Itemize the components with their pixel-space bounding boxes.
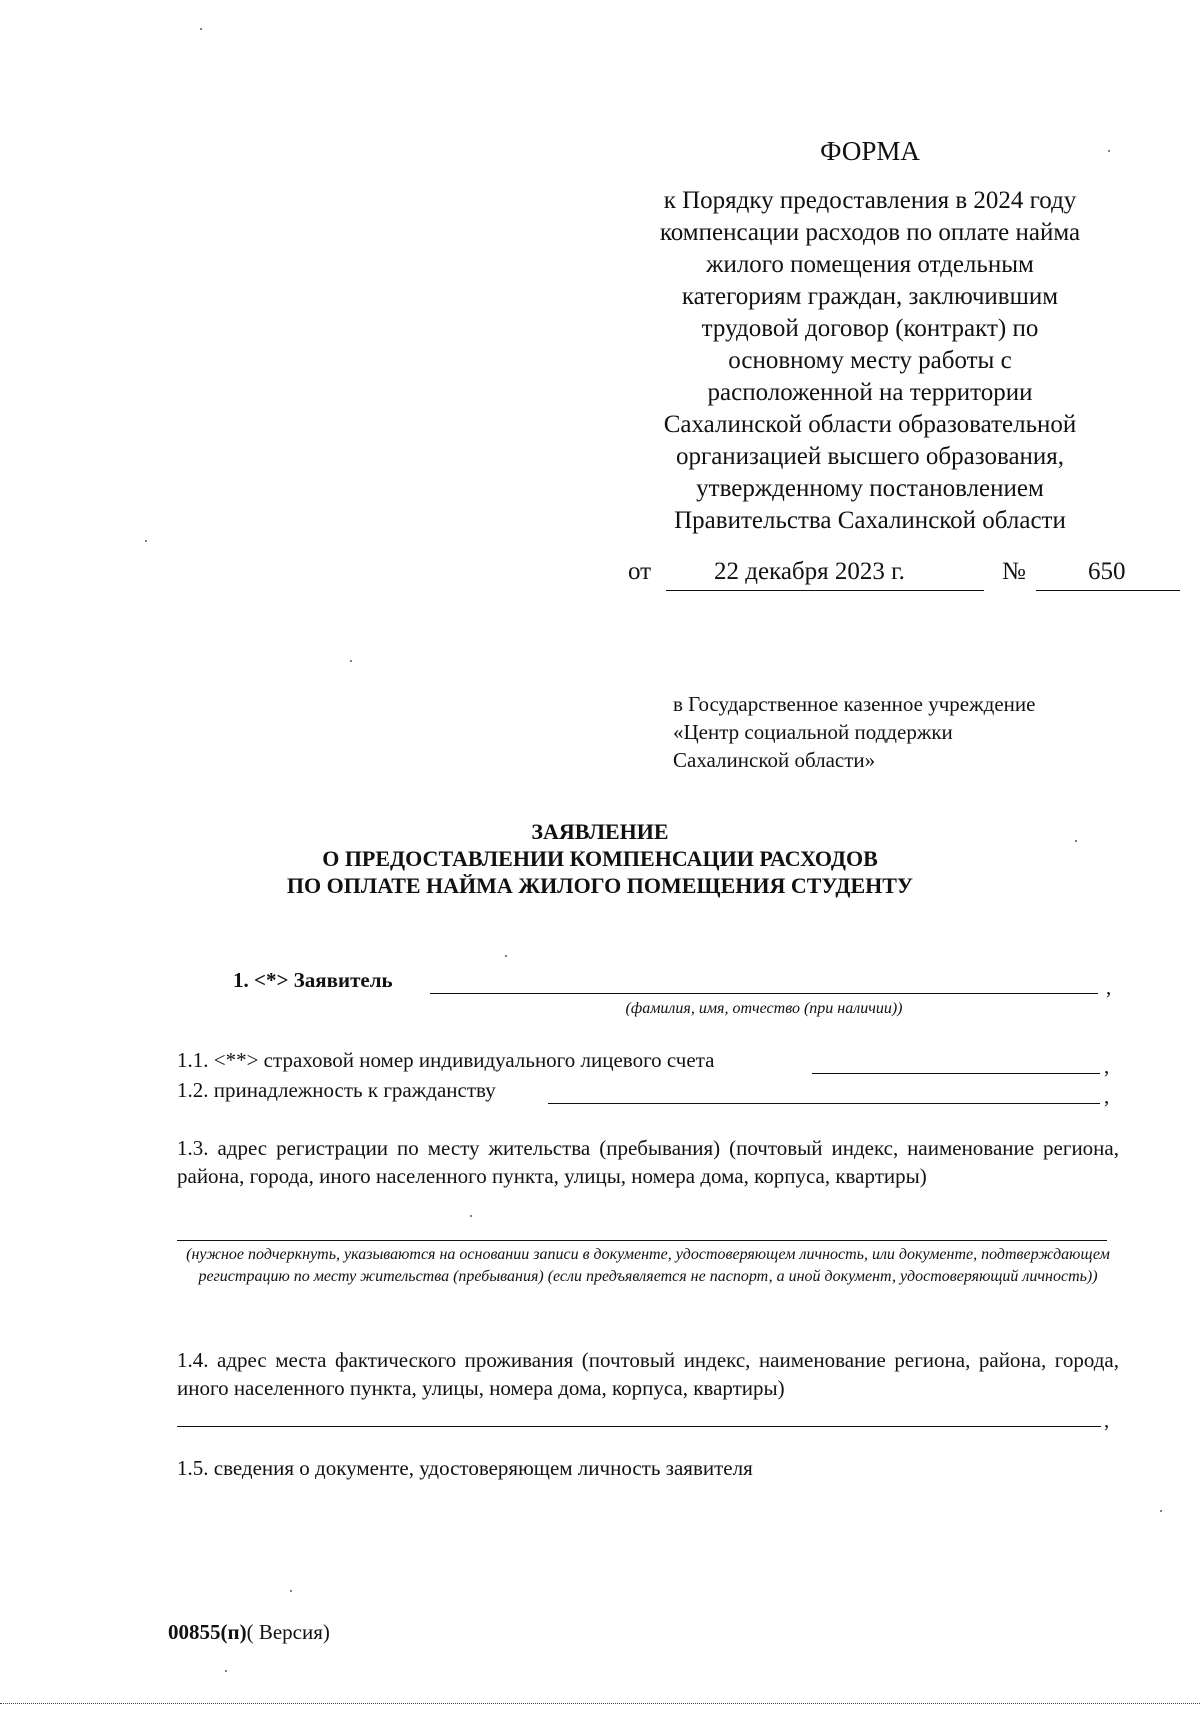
actual-address-field[interactable] bbox=[177, 1426, 1101, 1427]
approval-line: Сахалинской области образовательной bbox=[663, 411, 1077, 438]
title-line: ПО ОПЛАТЕ НАЙМА ЖИЛОГО ПОМЕЩЕНИЯ СТУДЕНТУ bbox=[286, 873, 914, 898]
applicant-label: 1. <*> Заявитель bbox=[233, 968, 393, 992]
snils-field[interactable] bbox=[812, 1073, 1100, 1074]
scan-speck bbox=[145, 540, 147, 542]
applicant-hint: (фамилия, имя, отчество (при наличии)) bbox=[625, 1000, 903, 1017]
item-1-5-label: 1.5. сведения о документе, удостоверяющем личность заявителя bbox=[177, 1456, 753, 1480]
addressee bbox=[673, 690, 1035, 774]
approval-line: трудовой договор (контракт) по bbox=[701, 315, 1039, 342]
number-underline bbox=[1036, 590, 1180, 591]
approval-line: Правительства Сахалинской области bbox=[674, 507, 1066, 534]
item-1-4-comma: , bbox=[1104, 1408, 1110, 1432]
item-1-2-comma: , bbox=[1104, 1084, 1110, 1108]
addressee-line: в Государственное казенное учреждение bbox=[673, 692, 1036, 716]
addressee-line: Сахалинской области» bbox=[673, 748, 876, 772]
title-line: О ПРЕДОСТАВЛЕНИИ КОМПЕНСАЦИИ РАСХОДОВ bbox=[322, 846, 878, 871]
item-1-3-label: 1.3. адрес регистрации по месту жительства (пребывания) (почтовый индекс, наименование региона, района, города, иного населенного пункта, улицы, номера дома, корпуса, квартиры) bbox=[177, 1136, 1119, 1188]
scan-speck bbox=[1160, 1510, 1162, 1512]
scan-speck bbox=[290, 1590, 292, 1592]
form-label: ФОРМА bbox=[820, 136, 920, 166]
item-1-3-hint: (нужное подчеркнуть, указываются на основании записи в документе, удостоверяющем личность, или документе, подтверждающем регистрацию по месту жительства (пребывания) (если предъявляется не паспорт, а иной документ, удостоверяющий личность)) bbox=[186, 1246, 1110, 1285]
citizenship-field[interactable] bbox=[548, 1103, 1100, 1104]
scan-speck bbox=[225, 1670, 227, 1672]
title-line: ЗАЯВЛЕНИЕ bbox=[531, 819, 669, 844]
document-footer bbox=[168, 1620, 330, 1645]
number-sign: № bbox=[1002, 558, 1026, 585]
approval-reference bbox=[620, 185, 1120, 537]
approval-line: утвержденному постановлением bbox=[696, 475, 1044, 502]
item-1-1-comma: , bbox=[1104, 1054, 1110, 1078]
scan-edge-line bbox=[0, 1703, 1200, 1704]
applicant-name-field[interactable] bbox=[430, 993, 1098, 994]
approval-date-row bbox=[628, 558, 1180, 592]
item-1-1-label: 1.1. <**> страховой номер индивидуального лицевого счета bbox=[177, 1048, 715, 1072]
registration-address-field[interactable] bbox=[177, 1240, 1107, 1241]
approval-date: 22 декабря 2023 г. bbox=[714, 558, 905, 585]
approval-line: категориям граждан, заключившим bbox=[681, 283, 1059, 310]
item-1-2-label: 1.2. принадлежность к гражданству bbox=[177, 1078, 496, 1102]
item-1-4-label: 1.4. адрес места фактического проживания (почтовый индекс, наименование региона, района, города, иного населенного пункта, улицы, номера дома, корпуса, квартиры) bbox=[177, 1348, 1119, 1400]
document-code: 00855(п) bbox=[168, 1620, 247, 1644]
scan-speck bbox=[505, 955, 507, 957]
approval-line: компенсации расходов по оплате найма bbox=[659, 219, 1081, 246]
addressee-line: «Центр социальной поддержки bbox=[673, 720, 953, 744]
scan-speck bbox=[350, 660, 352, 662]
document-title bbox=[0, 818, 1200, 899]
applicant-comma: , bbox=[1106, 975, 1112, 999]
scan-speck bbox=[470, 1215, 472, 1217]
scan-speck bbox=[200, 28, 202, 30]
approval-line: основному месту работы с bbox=[728, 347, 1012, 374]
approval-number: 650 bbox=[1088, 558, 1126, 585]
approval-line: организацией высшего образования, bbox=[675, 443, 1065, 470]
approval-line: жилого помещения отдельным bbox=[706, 251, 1034, 278]
approval-line: к Порядку предоставления в 2024 году bbox=[663, 187, 1077, 214]
scan-speck bbox=[1075, 840, 1077, 842]
scan-speck bbox=[1108, 150, 1110, 152]
date-prefix: от bbox=[628, 558, 652, 585]
date-underline bbox=[666, 590, 984, 591]
approval-line: расположенной на территории bbox=[707, 379, 1033, 406]
document-version: ( Версия) bbox=[246, 1620, 330, 1644]
